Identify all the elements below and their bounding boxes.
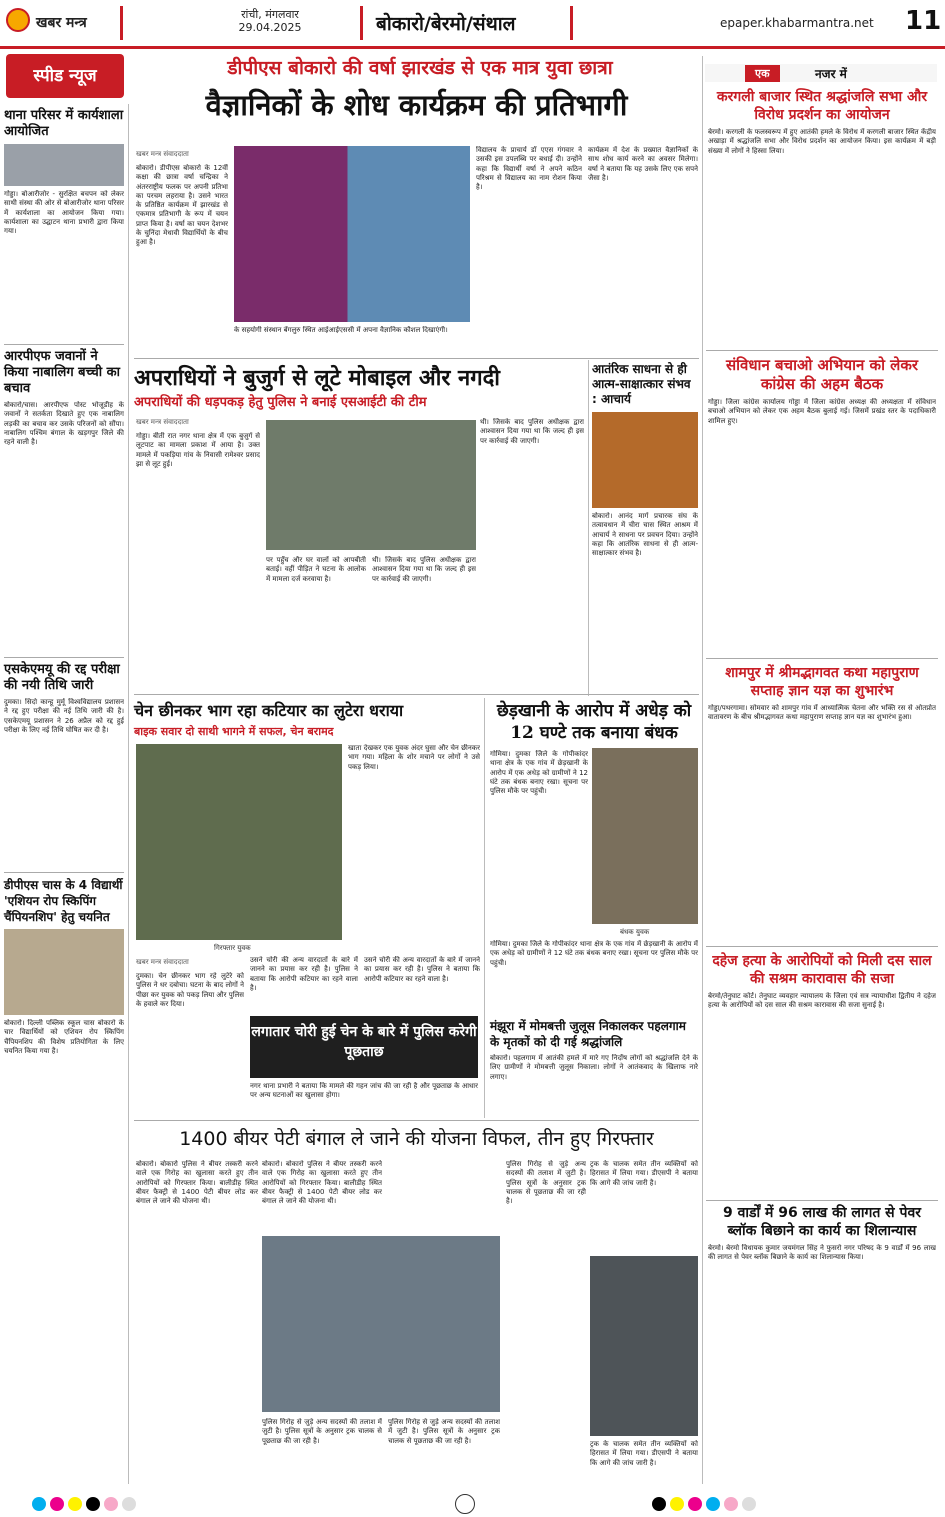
article-body: बोकारो। पहलगाम में आतंकी हमले में मारे गए निर्दोष लोगों को श्रद्धांजलि देने के लिए ग्रामीणों ने मोमबत्ती जुलूस निकाला। लोगों ने आतंकवाद के खिलाफ नारे लगाए।	[490, 1054, 698, 1081]
right-headline: संविधान बचाओ अभियान को लेकर कांग्रेस की अहम बैठक	[725, 356, 919, 393]
chori-headline: लगातार चोरी हुई चेन के बारे में पुलिस करेगी पूछताछ	[251, 1024, 477, 1060]
article-body: बोकारो। बोकारो पुलिस ने बीयर तस्करी करने वाले एक गिरोह का खुलासा करते हुए तीन आरोपियों को गिरफ्तार किया। बालीडीह स्थित बीयर फैक्ट्री से 1400 पेटी बीयर लोड कर बंगाल ले जाने की योजना थी।	[136, 1160, 258, 1206]
chedkhani-headline: छेड़खानी के आरोप में अधेड़ को 12 घण्टे तक बनाया बंधक	[496, 701, 692, 743]
divider	[4, 657, 124, 658]
divider	[134, 358, 699, 359]
article-body: गोड्डा। जिला कांग्रेस कार्यालय गोड्डा में जिला कांग्रेस अध्यक्ष की अध्यक्षता में संविधान बचाओ अभियान को लेकर एक अहम बैठक बुलाई गई। जिसमें प्रखंड स्तर के पदाधिकारी शामिल हुए।	[708, 398, 936, 425]
article-body: बेरमो। करगली के फलस्वरूप में हुए आतंकी हमले के विरोध में करगली बाजार स्थित केंद्रीय अखाड़ा में श्रद्धांजलि सभा और विरोध प्रदर्शन का आयोजन किया। इस कार्यक्रम में बड़ी संख्या में लोगों ने हिस्सा लिया।	[708, 128, 936, 155]
section-title: बोकारो/बेरमो/संथाल	[376, 13, 516, 35]
page-number: 11	[905, 6, 942, 36]
aatmik-headline: आतंरिक साधना से ही आत्म-साक्षात्कार संभव : आचार्य	[592, 362, 691, 406]
header-date-block	[210, 8, 330, 34]
photo-caption: के सहयोगी संस्थान बेंगलुरु स्थित आईआईएससी में अपना वैज्ञानिक कौशल दिखाएंगी।	[234, 326, 448, 334]
article-body: बोकारो। डीपीएस बोकारो के 12वीं कक्षा की छात्रा वर्षा चन्द्रिका ने अंतरराष्ट्रीय फलक पर अपनी प्रतिभा का परचम लहराया है। उसने भारत के प्रतिष्ठित कार्यक्रम में झारखंड से एकमात्र प्रतिभागी के रूप में चयन प्राप्त किया है। वर्षा का चयन देशभर के चुनिंदा मेधावी विद्यार्थियों के बीच हुआ है।	[136, 164, 228, 247]
photo-caption: गिरफ्तार युवक	[214, 944, 251, 952]
article-body: गोड्डा। बीती रात नगर थाना क्षेत्र में एक बुजुर्ग से लूटपाट का मामला प्रकाश में आया है। उक्त मामले में पकड़िया गांव के निवासी रामेश्वर प्रसाद झा से लूट हुई।	[136, 432, 260, 468]
lead-headline: वैज्ञानिकों के शोध कार्यक्रम की प्रतिभागी	[205, 88, 628, 122]
header-divider	[360, 6, 363, 40]
divider	[706, 946, 938, 947]
beer-accused-photo	[590, 1256, 698, 1436]
page-footer	[0, 1490, 945, 1517]
chedkhani-photo	[592, 748, 698, 924]
brand-logo	[6, 8, 30, 32]
sidebar-body: बोकारो। दिल्ली पब्लिक स्कूल चास बोकारो के चार विद्यार्थियों को एशियन रोप स्किपिंग चैंपियनशिप की विशेष प्रतियोगिता के लिए चयनित किया गया है।	[4, 1019, 124, 1055]
sidebar-title: डीपीएस चास के 4 विद्यार्थी 'एशियन रोप स्किपिंग चैंपियनशिप' हेतु चयनित	[4, 878, 123, 924]
right-headline: शामपुर में श्रीमद्भागवत कथा महापुराण सप्ताह ज्ञान यज्ञ का शुभारंभ	[725, 665, 919, 699]
manjhi-headline: मंझूरा में मोमबत्ती जुलूस निकालकर पहलगाम के मृतकों को दी गई श्रद्धांजलि	[490, 1019, 686, 1049]
article-body: गोमिया। दुमका जिले के गोपीकांदर थाना क्षेत्र के एक गांव में छेड़खानी के आरोप में एक अधेड़ को ग्रामीणों ने 12 घंटे तक बंधक बनाए रखा। सूचना पर पुलिस मौके पर पहुंची।	[490, 940, 698, 967]
ek-tag: एक	[745, 65, 780, 82]
right-headline: 9 वार्डों में 96 लाख की लागत से पेवर ब्लॉक बिछाने का कार्य का शिलान्यास	[723, 1205, 921, 1239]
article-body: पुलिस गिरोह से जुड़े अन्य सदस्यों की तलाश में जुटी है। पुलिस सूत्रों के अनुसार ट्रक चालक से पूछताछ की जा रही है।	[388, 1418, 500, 1445]
article-body: बोकारो। आनंद मार्ग प्रचारक संघ के तत्वावधान में चीरा चास स्थित आश्रम में आचार्य ने साधना पर प्रवचन दिया। उन्होंने कहा कि आतंरिक साधना से ही आत्म-साक्षात्कार संभव है।	[592, 512, 698, 558]
lead-kicker: डीपीएस बोकारो की वर्षा झारखंड से एक मात्र युवा छात्रा	[140, 52, 700, 84]
right-headline: दहेज हत्या के आरोपियों को मिली दस साल की सश्रम कारावास की सजा	[712, 953, 932, 987]
header-city: रांची, मंगलवार	[241, 8, 299, 21]
crime-subhead: अपराधियों की धड़पकड़ हेतु पुलिस ने बनाई एसआईटी की टीम	[134, 395, 427, 410]
column-rule	[702, 56, 703, 1484]
article-body: बेरमो/तेनुघाट कोर्ट। तेनुघाट व्यवहार न्यायालय के जिला एवं सत्र न्यायाधीश द्वितीय ने दहेज हत्या के आरोपियों को दस साल की सश्रम कारावास की सजा सुनाई है।	[708, 992, 936, 1010]
article-body: बोकारो। बोकारो पुलिस ने बीयर तस्करी करने वाले एक गिरोह का खुलासा करते हुए तीन आरोपियों को गिरफ्तार किया। बालीडीह स्थित बीयर फैक्ट्री से 1400 पेटी बीयर लोड कर बंगाल ले जाने की योजना थी।	[262, 1160, 382, 1206]
article-body: ट्रक के चालक समेत तीन व्यक्तियों को हिरासत में लिया गया। डीएसपी ने बताया कि आगे की जांच जारी है।	[590, 1160, 698, 1187]
article-body: गोमिया। दुमका जिले के गोपीकांदर थाना क्षेत्र के एक गांव में छेड़खानी के आरोप में एक अधेड़ को ग्रामीणों ने 12 घंटे तक बंधक बनाए रखा। सूचना पर पुलिस मौके पर पहुंची।	[490, 750, 588, 796]
article-body: पुलिस गिरोह से जुड़े अन्य सदस्यों की तलाश में जुटी है। पुलिस सूत्रों के अनुसार ट्रक चालक से पूछताछ की जा रही है।	[262, 1418, 382, 1445]
column-rule	[588, 360, 589, 696]
ek-nazar-bar	[705, 64, 937, 82]
byline: खबर मन्त्र संवाददाता	[136, 958, 189, 966]
article-body: थी। जिसके बाद पुलिस अधीक्षक द्वारा आश्वासन दिया गया था कि जल्द ही इस पर कार्रवाई की जाएगी।	[372, 556, 476, 583]
column-rule	[128, 104, 129, 1484]
article-body: दुमका। चेन छीनकर भाग रहे लुटेरे को पुलिस ने धर दबोचा। घटना के बाद लोगों ने पीछा कर युवक को पकड़ लिया और पुलिस के हवाले कर दिया।	[136, 972, 244, 1008]
sidebar-title: एसकेएमयू की रद्द परीक्षा की नयी तिथि जारी	[4, 662, 120, 693]
article-body: कार्यक्रम में देश के प्रख्यात वैज्ञानिकों के साथ शोध कार्य करने का अवसर मिलेगा। वर्षा ने बताया कि यह उसके लिए एक सपने जैसा है।	[588, 146, 698, 182]
article-body: गोड्डा/पथरगामा। सोमवार को शामपुर गांव में आध्यात्मिक चेतना और भक्ति रस से ओतप्रोत वातावरण के बीच श्रीमद्भागवत कथा महापुराण सप्ताह ज्ञान यज्ञ का शुभारंभ हुआ।	[708, 704, 936, 722]
article-body: पर पहुँच और घर वालों को आपबीती बताई। वहीं पीड़ित ने घटना के आलोक में मामला दर्ज करवाया है।	[266, 556, 366, 583]
chain-photo	[136, 744, 342, 940]
speed-news-badge: स्पीड न्यूज	[6, 54, 124, 98]
divider	[134, 1120, 699, 1121]
photo-caption: बंधक युवक	[620, 928, 650, 936]
divider	[4, 344, 124, 345]
article-body: पुलिस गिरोह से जुड़े अन्य सदस्यों की तलाश में जुटी है। पुलिस सूत्रों के अनुसार ट्रक चालक से पूछताछ की जा रही है।	[506, 1160, 586, 1206]
aatmik-photo	[592, 412, 698, 508]
beer-photo	[262, 1236, 500, 1412]
sidebar-title: आरपीएफ जवानों ने किया नाबालिग बच्ची का बचाव	[4, 349, 121, 396]
column-rule	[484, 698, 485, 1118]
article-body: उसने चोरी की अन्य वारदातों के बारे में जानने का प्रयास कर रही है। पुलिस ने बताया कि आरोपी कटियार का रहने वाला है।	[250, 956, 358, 992]
divider	[706, 658, 938, 659]
article-body: खाता देखकर एक युवक अंदर घुसा और चेन छीनकर भाग गया। महिला के शोर मचाने पर लोगों ने उसे पकड़ लिया।	[348, 744, 480, 771]
article-body: उसने चोरी की अन्य वारदातों के बारे में जानने का प्रयास कर रही है। पुलिस ने बताया कि आरोपी कटियार का रहने वाला है।	[364, 956, 480, 983]
sidebar-body: दुमका। सिदो कान्हू मुर्मू विश्वविद्यालय प्रशासन ने रद्द हुए परीक्षा की नई तिथि जारी की है। एसकेएमयू प्रशासन ने 26 अप्रैल को रद्द हुई परीक्षा के लिए नई तिथि घोषित कर दी है।	[4, 698, 124, 734]
right-headline: करगली बाजार स्थित श्रद्धांजलि सभा और विरोध प्रदर्शन का आयोजन	[716, 89, 928, 123]
chori-headline-box	[250, 1016, 478, 1078]
article-body: नगर थाना प्रभारी ने बताया कि मामले की गहन जांच की जा रही है और पूछताछ के आधार पर अन्य घटनाओं का खुलासा होगा।	[250, 1082, 478, 1100]
crosshair-icon	[455, 1494, 475, 1514]
divider	[706, 350, 938, 351]
epaper-link[interactable]: epaper.khabarmantra.net	[720, 16, 874, 30]
article-body: थी। जिसके बाद पुलिस अधीक्षक द्वारा आश्वासन दिया गया था कि जल्द ही इस पर कार्रवाई की जाएगी।	[480, 418, 584, 445]
sidebar-title: थाना परिसर में कार्यशाला आयोजित	[4, 108, 124, 139]
byline: खबर मन्त्र संवाददाता	[136, 150, 189, 158]
left-sidebar	[4, 104, 124, 1484]
crime-headline: अपराधियों ने बुजुर्ग से लूटे मोबाइल और नगदी	[134, 365, 500, 391]
color-registration-left	[30, 1496, 138, 1515]
sidebar-body: बोकारो/चास। आरपीएफ पोस्ट भोजूडीह के जवानों ने सतर्कता दिखाते हुए एक नाबालिग लड़की का बचाव कर उसके परिजनों को सौंपा। नाबालिग पश्चिम बंगाल के खड़गपुर जिले की रहने वाली है।	[4, 401, 124, 447]
divider	[706, 1200, 938, 1201]
lead-photo	[234, 146, 470, 322]
nazar-tag: नजर में	[815, 67, 847, 81]
sidebar-photo	[4, 929, 124, 1015]
article-body: ट्रक के चालक समेत तीन व्यक्तियों को हिरासत में लिया गया। डीएसपी ने बताया कि आगे की जांच जारी है।	[590, 1440, 698, 1467]
divider	[134, 694, 699, 695]
article-body: बेरमो। बेरमो विधायक कुमार जयमंगल सिंह ने फुसरो नगर परिषद के 9 वार्डों में 96 लाख की लागत से पेवर ब्लॉक बिछाने के कार्य का शिलान्यास किया।	[708, 1244, 936, 1262]
header-divider	[570, 6, 573, 40]
article-body: विद्यालय के प्राचार्य डॉ एएस गंगवार ने उसकी इस उपलब्धि पर बधाई दी। उन्होंने कहा कि विद्यार्थी वर्षा ने अपने कठिन परिश्रम से विद्यालय का नाम रोशन किया है।	[476, 146, 582, 192]
chain-headline: चेन छीनकर भाग रहा कटियार का लुटेरा धराया	[134, 701, 404, 720]
header-date: 29.04.2025	[238, 21, 302, 34]
beer-headline: 1400 बीयर पेटी बंगाल ले जाने की योजना विफल, तीन हुए गिरफ्तार	[179, 1128, 654, 1150]
color-registration-right	[650, 1496, 758, 1515]
divider	[4, 872, 124, 873]
sidebar-body: गोड्डा। बोआरीजोर - सुरक्षित बचपन को लेकर साथी संस्था की ओर से बोआरीजोर थाना परिसर में कार्यशाला का आयोजन किया गया। कार्यशाला का उद्घाटन थाना प्रभारी द्वारा किया गया।	[4, 190, 124, 236]
sidebar-photo	[4, 144, 124, 186]
page-header	[0, 0, 945, 49]
header-divider	[120, 6, 123, 40]
brand-name: खबर मन्त्र	[36, 15, 87, 31]
chain-subhead: बाइक सवार दो साथी भागने में सफल, चेन बरामद	[134, 725, 334, 738]
byline: खबर मन्त्र संवाददाता	[136, 418, 189, 426]
crime-photo	[266, 420, 476, 550]
